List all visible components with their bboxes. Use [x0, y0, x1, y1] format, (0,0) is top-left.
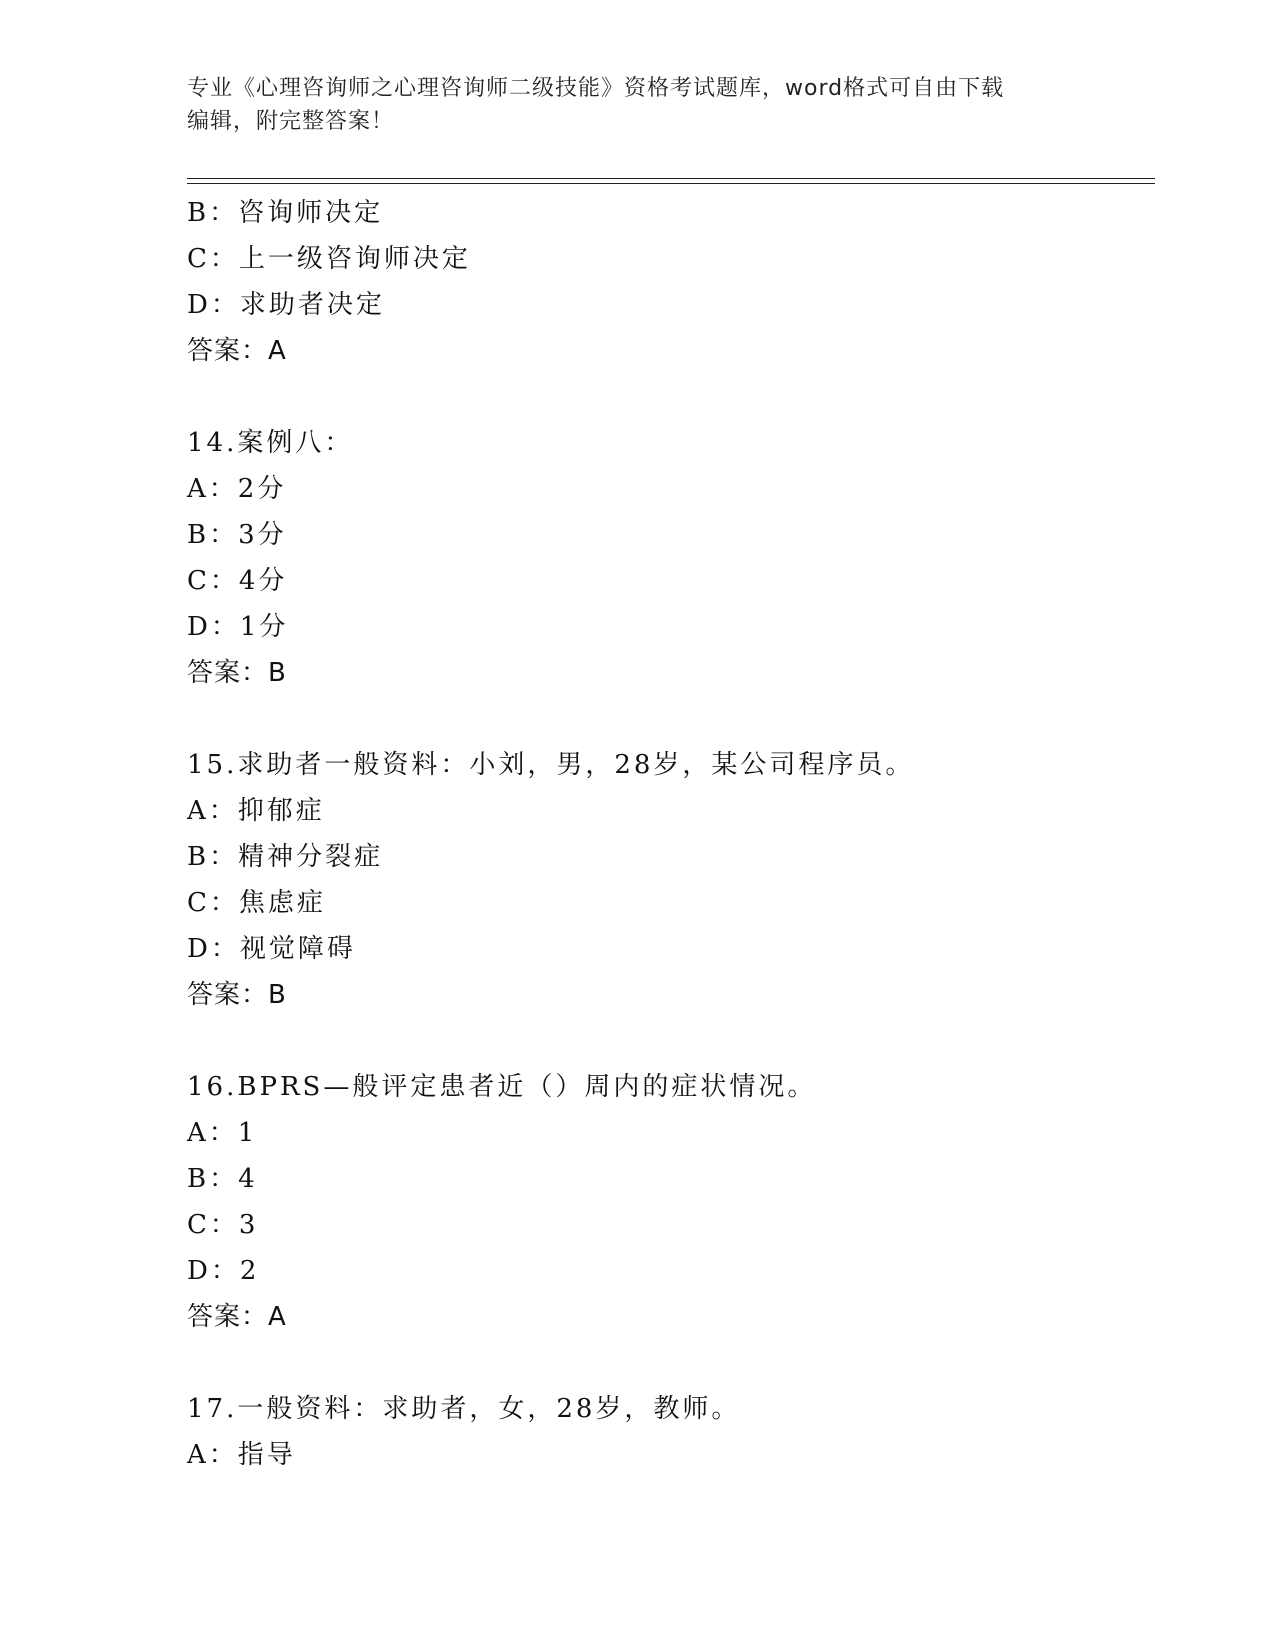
option-d: D：求助者决定 — [187, 290, 385, 320]
header-line-2: 编辑，附完整答案！ — [187, 109, 395, 134]
option-d: D：视觉障碍 — [187, 934, 356, 964]
option-b: B：咨询师决定 — [187, 198, 384, 228]
question-17 — [187, 1386, 1155, 1478]
question-13-continued — [187, 190, 1155, 374]
question-14 — [187, 420, 1155, 696]
option-c: C：上一级咨询师决定 — [187, 244, 471, 274]
spacer — [187, 1018, 1155, 1064]
option-b: B：精神分裂症 — [187, 842, 384, 872]
question-text: 15.求助者一般资料：小刘，男，28岁，某公司程序员。 — [187, 750, 915, 780]
question-list — [187, 190, 1155, 1478]
answer-line: 答案：A — [187, 336, 287, 366]
option-c: C：焦虑症 — [187, 888, 326, 918]
spacer — [187, 1340, 1155, 1386]
header-line-1: 专业《心理咨询师之心理咨询师二级技能》资格考试题库，word格式可自由下载 — [187, 76, 1005, 101]
spacer — [187, 374, 1155, 420]
spacer — [187, 696, 1155, 742]
option-d: D：2 — [187, 1256, 260, 1286]
header-divider-top — [187, 178, 1155, 179]
question-15 — [187, 742, 1155, 1018]
option-d: D：1分 — [187, 612, 289, 642]
option-a: A：1 — [187, 1118, 258, 1148]
option-b: B：3分 — [187, 520, 287, 550]
option-a: A：指导 — [187, 1440, 296, 1470]
question-text: 16.BPRS—般评定患者近（）周内的症状情况。 — [187, 1072, 817, 1102]
question-text: 17.一般资料：求助者，女，28岁，教师。 — [187, 1394, 741, 1424]
answer-line: 答案：B — [187, 980, 287, 1010]
option-b: B：4 — [187, 1164, 258, 1194]
question-text: 14.案例八： — [187, 428, 354, 458]
document-header — [187, 72, 1087, 138]
header-divider-bottom — [187, 183, 1155, 184]
option-a: A：2分 — [187, 474, 287, 504]
option-c: C：4分 — [187, 566, 288, 596]
option-c: C：3 — [187, 1210, 259, 1240]
question-16 — [187, 1064, 1155, 1340]
answer-line: 答案：A — [187, 1302, 287, 1332]
option-a: A：抑郁症 — [187, 796, 325, 826]
answer-line: 答案：B — [187, 658, 287, 688]
